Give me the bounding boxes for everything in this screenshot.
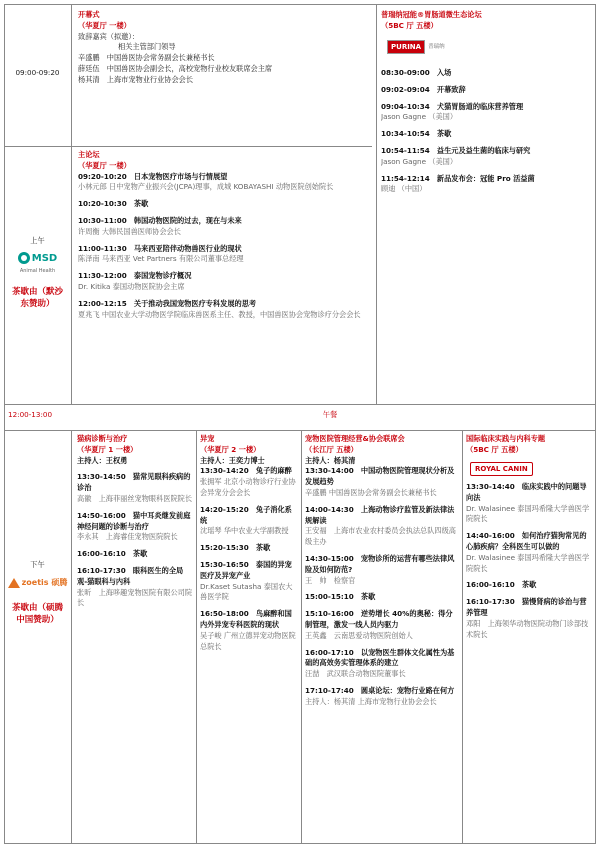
session-item: 12:00-12:15 关于推动我国宠物医疗专科发展的思考 夏兆飞 中国农业大学动物医学院临床兽医系主任、教授，中国兽医协会宠物诊疗分会会长 <box>78 298 361 319</box>
session-item: 11:30-12:00 泰国宠物诊疗概况 Dr. Kitika 泰国动物医院协会主席 <box>78 271 192 291</box>
session-item: 14:30-15:00 宠物诊所的运营有哪些法律风险及如何防范? 王 帅 检察官 <box>305 553 455 585</box>
session-item: 16:10-17:30 眼科医生的全局观-猫眼科与内科 张昕 上海哆趣宠物医院有限公司院长 <box>77 565 193 608</box>
morning-sponsor: 茶歇由（默沙东赞助） <box>11 286 63 310</box>
opening-time-text: 09:00-09:20 <box>15 68 60 77</box>
lunch-time: 12:00-13:00 <box>8 410 53 419</box>
session-item: 16:00-17:10 以宠物医生群体文化属性为基础的高效务实管理体系的建立 汪喆 武汉联合动物医院董事长 <box>305 647 455 679</box>
session-item: 13:30-14:20 兔子的麻醉 张拥军 北京小动物诊疗行业协会异宠分会会长 <box>200 466 296 497</box>
afternoon-label: 下午 <box>30 560 45 569</box>
purina-forum-title: 普瑞纳冠能®胃肠道微生态论坛 <box>381 10 482 19</box>
session-item: 13:30-14:40 临床实践中的问题导向法 Dr. Walasinee 泰国玛希隆大学兽医学院院长 <box>466 482 590 524</box>
session-item: 09:04-10:34 犬猫胃肠道的临床营养管理 Jason Gagne （美国） <box>381 101 524 122</box>
session-item: 09:20-10:20 日本宠物医疗市场与行情展望 小林元郎 日中宠物产业振兴会(JCPA)理事，成城 KOBAYASHI 动物医院创始院长 <box>78 171 334 192</box>
zoetis-logo <box>8 577 68 589</box>
opening-time <box>4 68 71 79</box>
opening-title: 开幕式 <box>78 10 100 19</box>
opening-line: 致辞嘉宾（拟邀）： <box>78 31 140 41</box>
track-exotic <box>200 434 298 652</box>
session-item: 14:20-15:20 兔子消化系统 沈瑶琴 华中农业大学副教授 <box>200 504 292 536</box>
session-item: 11:54-12:14 新品发布会：冠能 Pro 活益菌 顾迪 （中国） <box>381 173 535 194</box>
main-forum <box>78 150 372 320</box>
session-item: 15:30-16:50 泰国的异宠医疗及异宠产业 Dr.Kaset Sutasha 泰国农大兽医学院 <box>200 559 293 602</box>
purina-forum-venue: （5BC 厅 五楼） <box>381 20 438 30</box>
main-forum-title: 主论坛 <box>78 150 100 159</box>
opening-line: 辛盛鹏 中国兽医协会常务副会长兼秘书长 <box>78 53 215 63</box>
session-item: 16:10-17:30 猫慢肾病的诊治与营养管理 邓阳 上海领华动物医院动物门诊部技术院长 <box>466 597 589 639</box>
session-item: 09:02-09:04 开幕致辞 <box>381 84 466 94</box>
purina-logo-sub: 普瑞纳 <box>428 43 445 50</box>
opening-venue: （华夏厅 一楼） <box>78 20 131 30</box>
divider <box>71 430 72 844</box>
track-hospital-management <box>305 434 459 708</box>
session-item: 14:50-16:00 猫中耳炎继发前庭神经问题的诊断与治疗 李永其 上海睿佳宠物医院院长 <box>77 510 191 542</box>
royal-canin-logo <box>470 462 592 477</box>
opening-line: 相关主管部门领导 <box>118 42 176 52</box>
session-item: 16:00-16:10 茶歇 <box>77 549 148 559</box>
session-item: 10:34-10:54 茶歇 <box>381 129 452 139</box>
session-item: 16:50-18:00 鸟麻醉和国内外异宠专科医院的现状 吴子峻 广州立德异宠动物医院总院长 <box>200 609 296 651</box>
track-title: 猫病诊断与治疗 <box>77 434 128 443</box>
session-item: 14:00-14:30 上海动物诊疗监管及新法律法规解读 王安福 上海市农业农村委员会执法总队四级高级主办 <box>305 504 456 547</box>
track-international-clinical <box>466 434 592 640</box>
session-item: 13:30-14:00 中国动物医院管理现状分析及发展趋势 辛盛鹏 中国兽医协会常务副会长兼秘书长 <box>305 466 455 497</box>
morning-label-cell <box>4 236 71 311</box>
session-item: 14:40-16:00 如何治疗猫狗常见的心肺疾病？全科医生可以做的 Dr. Walasinee 泰国玛希隆大学兽医学院院长 <box>466 531 590 573</box>
purina-logo-box: PURINA <box>387 40 425 55</box>
msd-logo-text: MSD <box>31 252 58 264</box>
divider <box>301 430 302 844</box>
divider <box>376 4 377 404</box>
track-host: 主持人：王奕力博士 <box>200 455 265 465</box>
divider <box>462 430 463 844</box>
session-item: 15:20-15:30 茶歇 <box>200 543 271 553</box>
session-item: 16:00-16:10 茶歇 <box>466 580 537 590</box>
msd-logo-sub: Animal Health <box>19 268 56 275</box>
purina-logo <box>387 40 445 55</box>
zoetis-logo-icon <box>8 578 20 588</box>
session-item: 10:54-11:54 益生元及益生菌的临床与研究 Jason Gagne （美国） <box>381 146 531 166</box>
track-venue: （华夏厅 1 一楼） <box>77 444 138 454</box>
opening-ceremony <box>78 10 373 86</box>
session-item: 17:10-17:40 圆桌论坛：宠物行业路在何方 主持人：杨其清 上海市宠物行业协会会长 <box>305 685 455 706</box>
main-forum-venue: （华夏厅 一楼） <box>78 160 131 170</box>
afternoon-sponsor: 茶歇由（硕腾中国赞助） <box>11 602 63 626</box>
morning-label: 上午 <box>30 236 45 245</box>
session-item: 11:00-11:30 马来西亚陪伴动物兽医行业的现状 陈泽南 马来西亚 Vet Partners 有限公司董事总经理 <box>78 243 244 264</box>
session-item: 15:00-15:10 茶歇 <box>305 592 376 602</box>
purina-forum <box>381 10 593 195</box>
opening-line: 薛廷伍 中国兽医协会副会长，高校宠物行业校友联席会主席 <box>78 63 273 73</box>
divider <box>4 146 372 147</box>
lunch-label: 午餐 <box>322 410 338 419</box>
afternoon-label-cell <box>4 560 71 627</box>
session-item: 08:30-09:00 入场 <box>381 68 452 78</box>
track-venue: （长江厅 五楼） <box>305 444 358 454</box>
divider <box>71 4 72 404</box>
msd-logo <box>18 251 57 266</box>
session-item: 10:30-11:00 韩国动物医院的过去，现在与未来 许周衡 大韩民国兽医师协会会长 <box>78 215 242 236</box>
zoetis-logo-text: zoetis 硕腾 <box>21 577 68 587</box>
track-host: 主持人：王权勇 <box>77 455 128 465</box>
msd-logo-icon <box>18 252 30 264</box>
session-item: 10:20-10:30 茶歇 <box>78 199 149 209</box>
opening-line: 杨其清 上海市宠物业行业协会会长 <box>78 74 194 84</box>
royal-canin-logo-text: ROYAL CANIN <box>470 462 533 477</box>
track-title: 异宠 <box>200 434 215 443</box>
session-item: 15:10-16:00 逆势增长 40%的奥秘：得分制管理，激发一线人员内驱力 王英鑫 云南思爱动物医院创始人 <box>305 609 453 640</box>
divider <box>4 404 596 405</box>
track-host: 主持人：杨其清 <box>305 455 356 465</box>
session-item: 13:30-14:50 猫常见眼科疾病的诊治 高徽 上海菲丽丝宠物眼科医院院长 <box>77 472 193 503</box>
track-title: 国际临床实践与内科专题 <box>466 434 546 443</box>
track-title: 宠物医院管理经营&协会联席会 <box>305 434 405 443</box>
track-venue: （华夏厅 2 一楼） <box>200 444 261 454</box>
track-venue: （5BC 厅 五楼） <box>466 444 523 454</box>
track-cat-disease <box>77 434 193 609</box>
divider <box>4 430 596 431</box>
divider <box>196 430 197 844</box>
